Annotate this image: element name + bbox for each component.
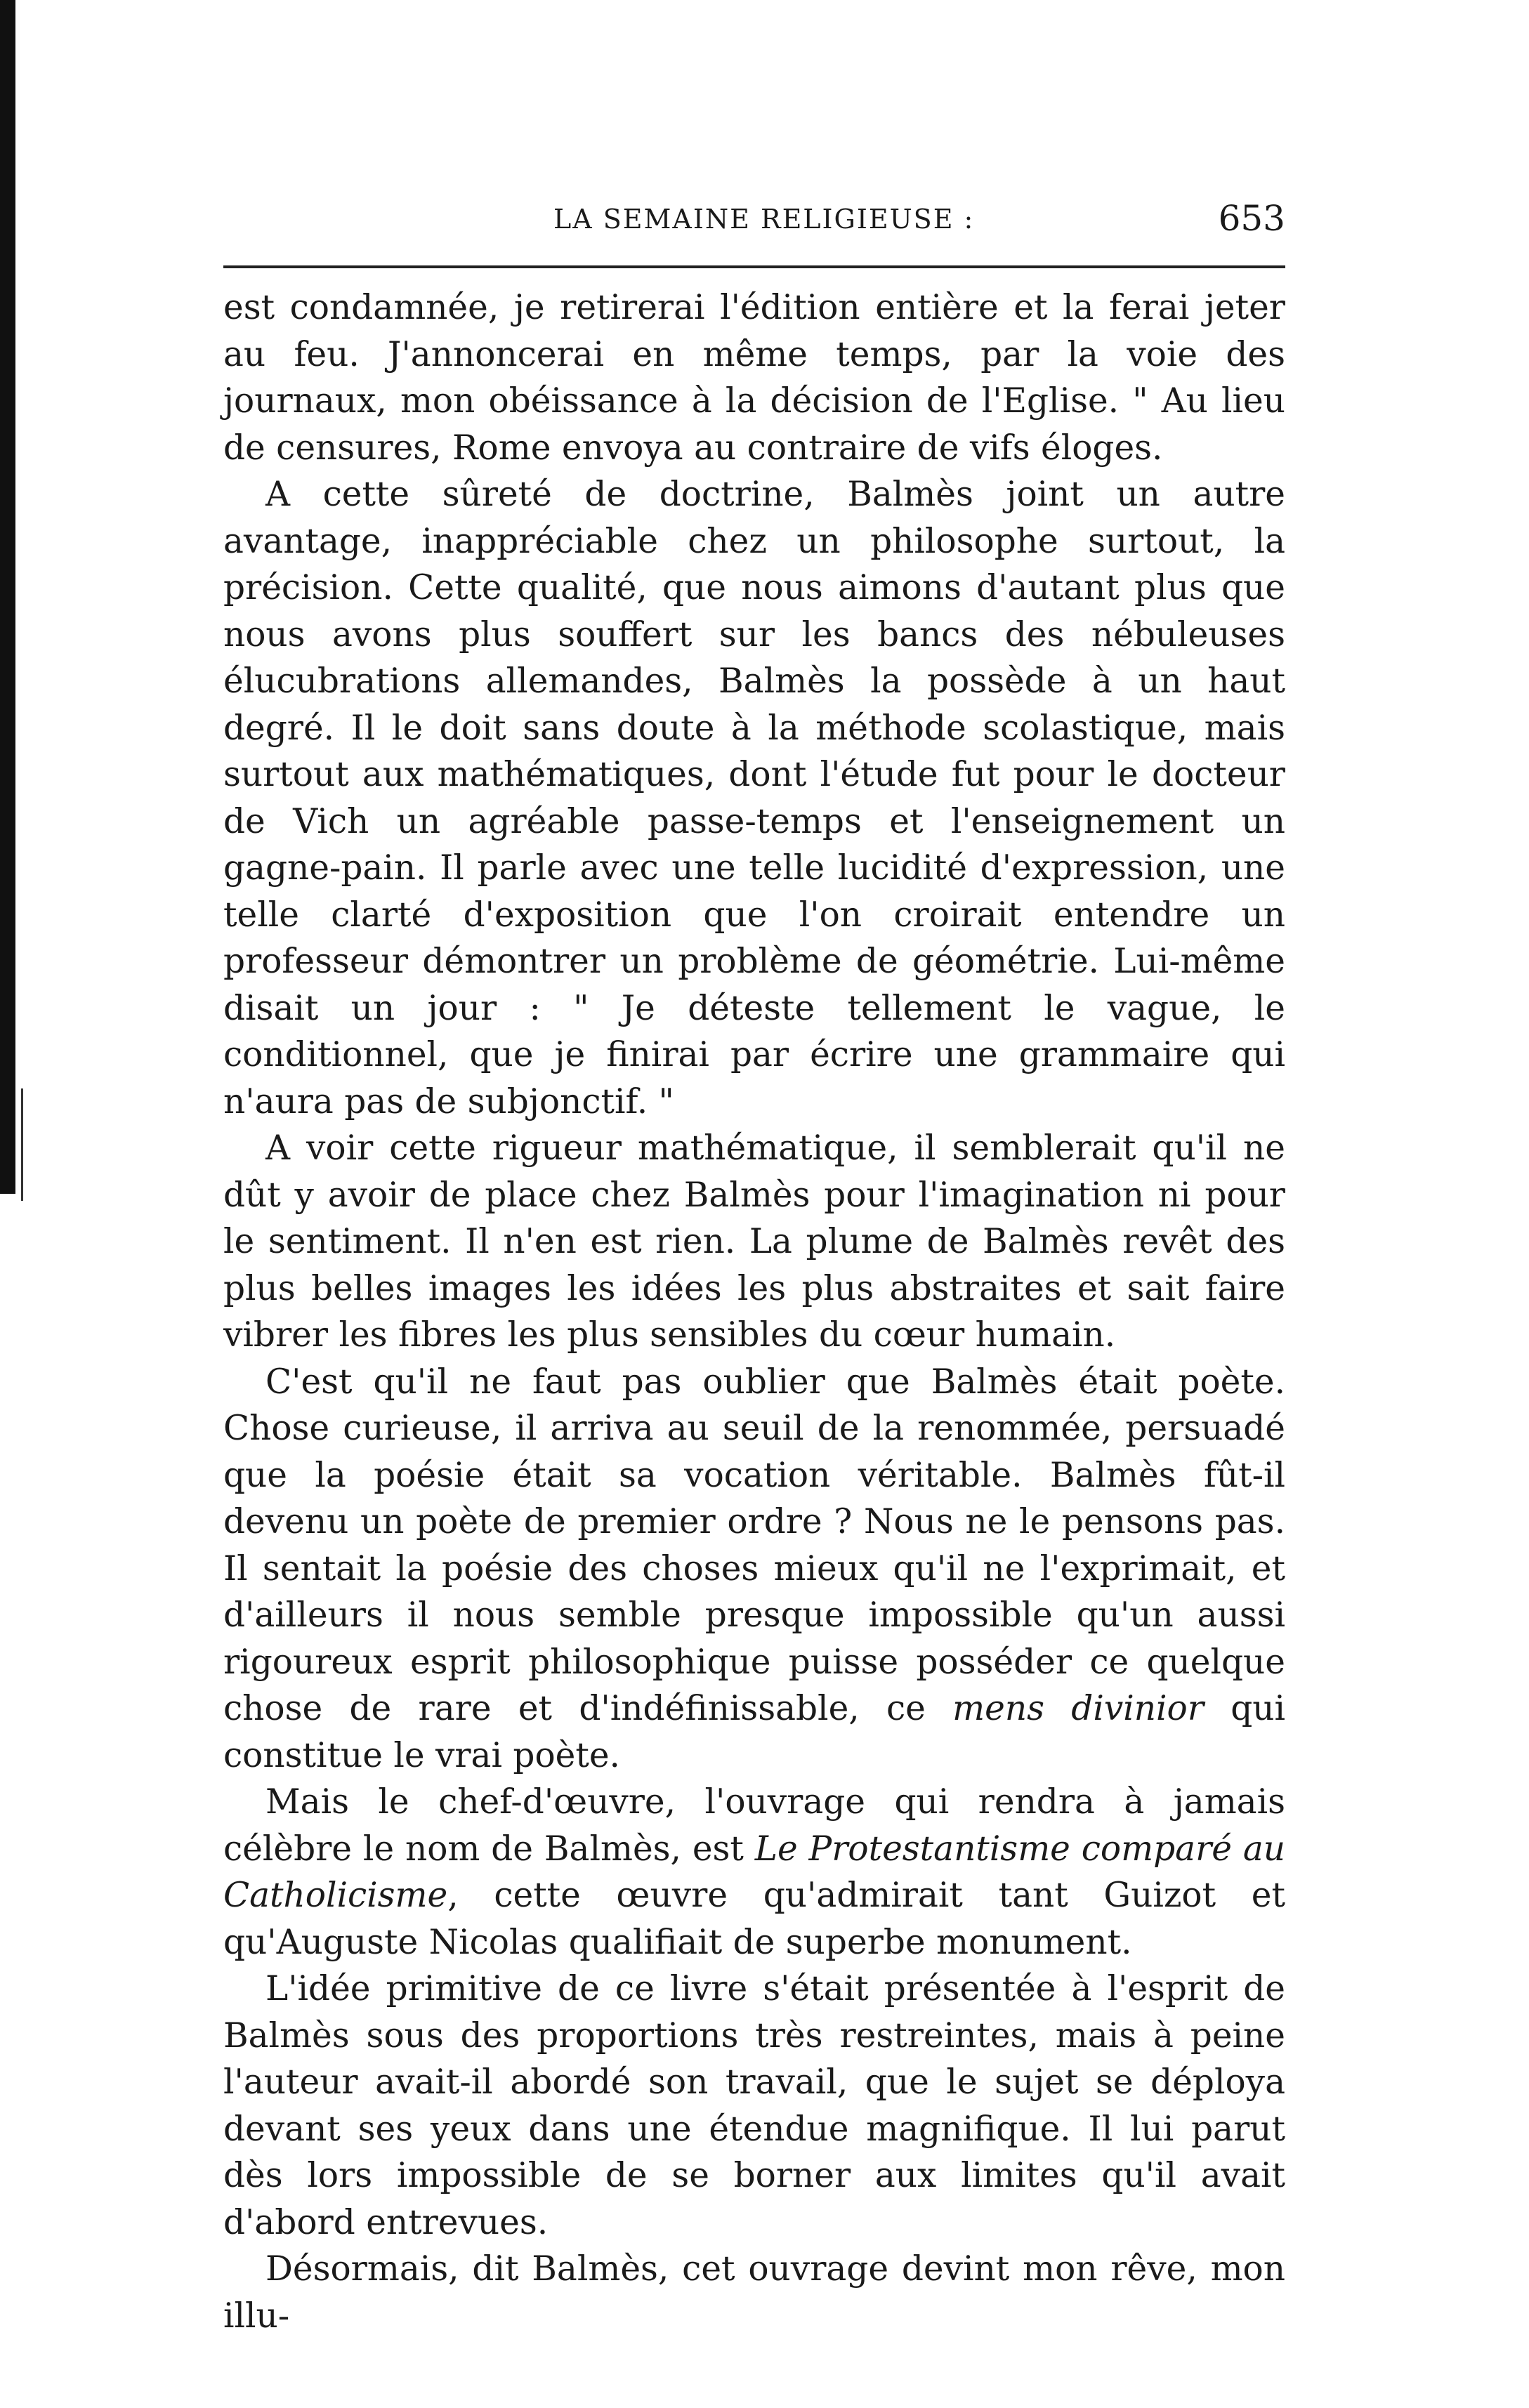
paragraph-text: , cette œuvre qu'admirait tant Guizot et qu'Auguste Nicolas qualifiait de superbe monument. bbox=[223, 1876, 1285, 1962]
body-text bbox=[223, 284, 1285, 2339]
paragraph bbox=[223, 1779, 1285, 1966]
paragraph: A cette sûreté de doctrine, Balmès joint un autre avantage, inappréciable chez un philosophe surtout, la précision. Cette qualité, que nous aimons d'autant plus que nous avons plus souffert sur les bancs des nébuleuses élucubrations allemandes, Balmès la possède à un haut degré. Il le doit sans doute à la méthode scolastique, mais surtout aux mathématiques, dont l'étude fut pour le docteur de Vich un agréable passe-temps et l'enseignement un gagne-pain. Il parle avec une telle lucidité d'expression, une telle clarté d'exposition que l'on croirait entendre un professeur démontrer un problème de géométrie. Lui-même disait un jour : " Je déteste tellement le vague, le conditionnel, que je finirai par écrire une grammaire qui n'aura pas de subjonctif. " bbox=[223, 475, 1285, 1121]
binding-edge bbox=[0, 0, 15, 1194]
paragraph bbox=[223, 1359, 1285, 1779]
paragraph-text: C'est qu'il ne faut pas oublier que Balmès était poète. Chose curieuse, il arriva au seuil de la renommée, persuadé que la poésie était sa vocation véritable. Balmès fût-il devenu un poète de premier ordre ? Nous ne le pensons pas. Il sentait la poésie des choses mieux qu'il ne l'exprimait, et d'ailleurs il nous semble presque impossible qu'un aussi rigoureux esprit philosophique puisse posséder ce quelque chose de rare et d'indéfinissable, ce bbox=[223, 1362, 1285, 1728]
paragraph-text: Mais le chef-d'œuvre, l'ouvrage qui rendra à jamais célèbre le nom de Balmès, est bbox=[223, 1782, 1285, 1869]
page-number: 653 bbox=[1218, 198, 1285, 239]
paragraph-text: qui constitue le vrai poète. bbox=[223, 1689, 1286, 1775]
paragraph-continued: est condamnée, je retirerai l'édition entière et la ferai jeter au feu. J'annoncerai en même temps, par la voie des journaux, mon obéissance à la décision de l'Eglise. " Au lieu de censures, Rome envoya au contraire de vifs éloges. bbox=[223, 288, 1285, 468]
paragraph: Désormais, dit Balmès, cet ouvrage devint mon rêve, mon illu- bbox=[223, 2249, 1285, 2336]
page-header bbox=[223, 198, 1285, 246]
running-title: LA SEMAINE RELIGIEUSE : bbox=[553, 204, 975, 235]
header-rule bbox=[223, 265, 1285, 268]
book-title: Le Protestantisme comparé au Catholicisme bbox=[223, 1829, 1285, 1915]
paragraph: A voir cette rigueur mathématique, il semblerait qu'il ne dût y avoir de place chez Balmès pour l'imagination ni pour le sentiment. Il n'en est rien. La plume de Balmès revêt des plus belles images les idées les plus abstraites et sait faire vibrer les fibres les plus sensibles du cœur humain. bbox=[223, 1129, 1285, 1355]
margin-mark bbox=[21, 1088, 23, 1201]
latin-phrase: mens divinior bbox=[952, 1689, 1204, 1728]
paragraph: L'idée primitive de ce livre s'était présentée à l'esprit de Balmès sous des proportions très restreintes, mais à peine l'auteur avait-il abordé son travail, que le sujet se déploya devant ses yeux dans une étendue magnifique. Il lui parut dès lors impossible de se borner aux limites qu'il avait d'abord entrevues. bbox=[223, 1969, 1285, 2242]
